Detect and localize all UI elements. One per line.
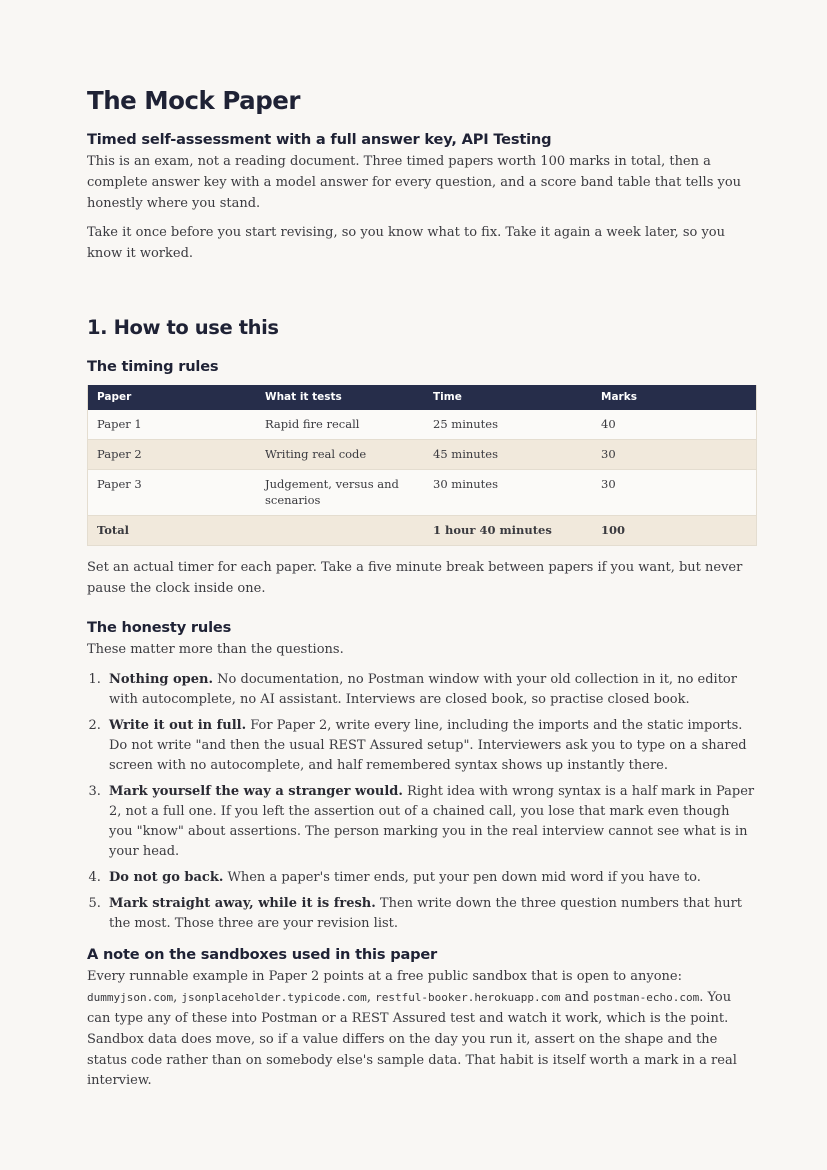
sandbox-restful-booker: restful-booker.herokuapp.com — [375, 991, 561, 1005]
table-cell: Judgement, versus and scenarios — [256, 469, 424, 515]
sandbox-postman-echo: postman-echo.com — [593, 991, 700, 1005]
list-item-text: For Paper 2, write every line, including the imports and the static imports. Do not write "and then the usual REST Assured setup". Interviewers ask you to type on a shared screen with no autocomplete, and half remembered syntax shows up instantly there. — [109, 718, 747, 774]
sandbox-note-heading: A note on the sandboxes used in this paper — [87, 946, 438, 964]
timing-note: Set an actual timer for each paper. Take a five minute break between papers if you want, but never pause the clock inside one. — [87, 559, 743, 596]
table-row — [88, 439, 757, 469]
column-header-time: Time — [424, 385, 592, 410]
list-item-lead: Mark straight away, while it is fresh. — [109, 896, 376, 912]
sandbox-note-paragraph — [87, 967, 756, 1092]
list-item — [105, 868, 756, 888]
table-total-row — [88, 515, 757, 545]
table-cell: Paper 2 — [88, 439, 257, 469]
page-subtitle: Timed self-assessment with a full answer key, API Testing — [87, 131, 552, 148]
page-title: The Mock Paper — [87, 86, 300, 115]
table-cell: 30 — [592, 439, 757, 469]
table-cell: Writing real code — [256, 439, 424, 469]
list-item — [105, 782, 756, 862]
list-item-lead: Do not go back. — [109, 870, 224, 886]
column-header-marks: Marks — [592, 385, 757, 410]
sandbox-dummyjson: dummyjson.com — [87, 991, 174, 1005]
list-item-text: No documentation, no Postman window with your old collection in it, no editor with autocomplete, no AI assistant. Interviews are closed book, so practise closed book. — [109, 672, 737, 708]
table-cell: 25 minutes — [424, 410, 592, 440]
list-item-lead: Nothing open. — [109, 672, 214, 688]
table-cell: 40 — [592, 410, 757, 440]
list-item-text: When a paper's timer ends, put your pen down mid word if you have to. — [223, 870, 701, 886]
list-item — [105, 894, 756, 934]
timing-rules-heading: The timing rules — [87, 357, 219, 375]
table-cell: 30 — [592, 469, 757, 515]
intro-paragraph-2: Take it once before you start revising, so you know what to fix. Take it again a week later, so you know it worked. — [87, 225, 725, 262]
table-row — [88, 469, 757, 515]
table-cell: 45 minutes — [424, 439, 592, 469]
section-heading-how-to-use: 1. How to use this — [87, 315, 279, 339]
table-cell: Total — [88, 515, 257, 545]
column-header-what-it-tests: What it tests — [256, 385, 424, 410]
table-row — [88, 410, 757, 440]
list-item-lead: Mark yourself the way a stranger would. — [109, 784, 403, 800]
list-item-text: Right idea with wrong syntax is a half mark in Paper 2, not a full one. If you left the assertion out of a chained call, you lose that mark even though you "know" about assertions. The person marking you in the real interview cannot see what is in your head. — [109, 784, 755, 860]
table-cell: 1 hour 40 minutes — [424, 515, 592, 545]
table-cell: Paper 3 — [88, 469, 257, 515]
intro-paragraph-1: This is an exam, not a reading document. Three timed papers worth 100 marks in total, then a complete answer key with a model answer for every question, and a score band table that tells you honestly where you stand. — [87, 154, 742, 211]
table-cell: Paper 1 — [88, 410, 257, 440]
sandbox-text-5: . You can type any of these into Postman or a REST Assured test and watch it work, which is the point. Sandbox data does move, so if a value differs on the day you run it, assert on the shape and the status code rather than on somebody else's sample data. That habit is itself worth a mark in a real interview. — [87, 990, 737, 1089]
table-cell: Rapid fire recall — [256, 410, 424, 440]
column-header-paper: Paper — [88, 385, 257, 410]
sandbox-jsonplaceholder: jsonplaceholder.typicode.com — [181, 991, 367, 1005]
list-item-text: Then write down the three question numbers that hurt the most. Those three are your revision list. — [109, 896, 743, 932]
table-header-row — [88, 385, 757, 410]
sandbox-text-3: , — [366, 990, 376, 1006]
table-cell: 30 minutes — [424, 469, 592, 515]
honesty-rules-heading: The honesty rules — [87, 618, 232, 636]
list-item — [105, 716, 756, 776]
honesty-intro: These matter more than the questions. — [87, 641, 344, 657]
sandbox-text-2: , — [173, 990, 178, 1006]
list-item — [105, 670, 756, 710]
sandbox-text-1: Every runnable example in Paper 2 points at a free public sandbox that is open to anyone: — [87, 969, 683, 985]
table-cell: 100 — [592, 515, 757, 545]
list-item-lead: Write it out in full. — [109, 718, 247, 734]
table-cell — [256, 515, 424, 545]
honesty-rules-list — [87, 670, 756, 934]
sandbox-text-4: and — [560, 990, 594, 1006]
timing-table — [87, 385, 757, 546]
